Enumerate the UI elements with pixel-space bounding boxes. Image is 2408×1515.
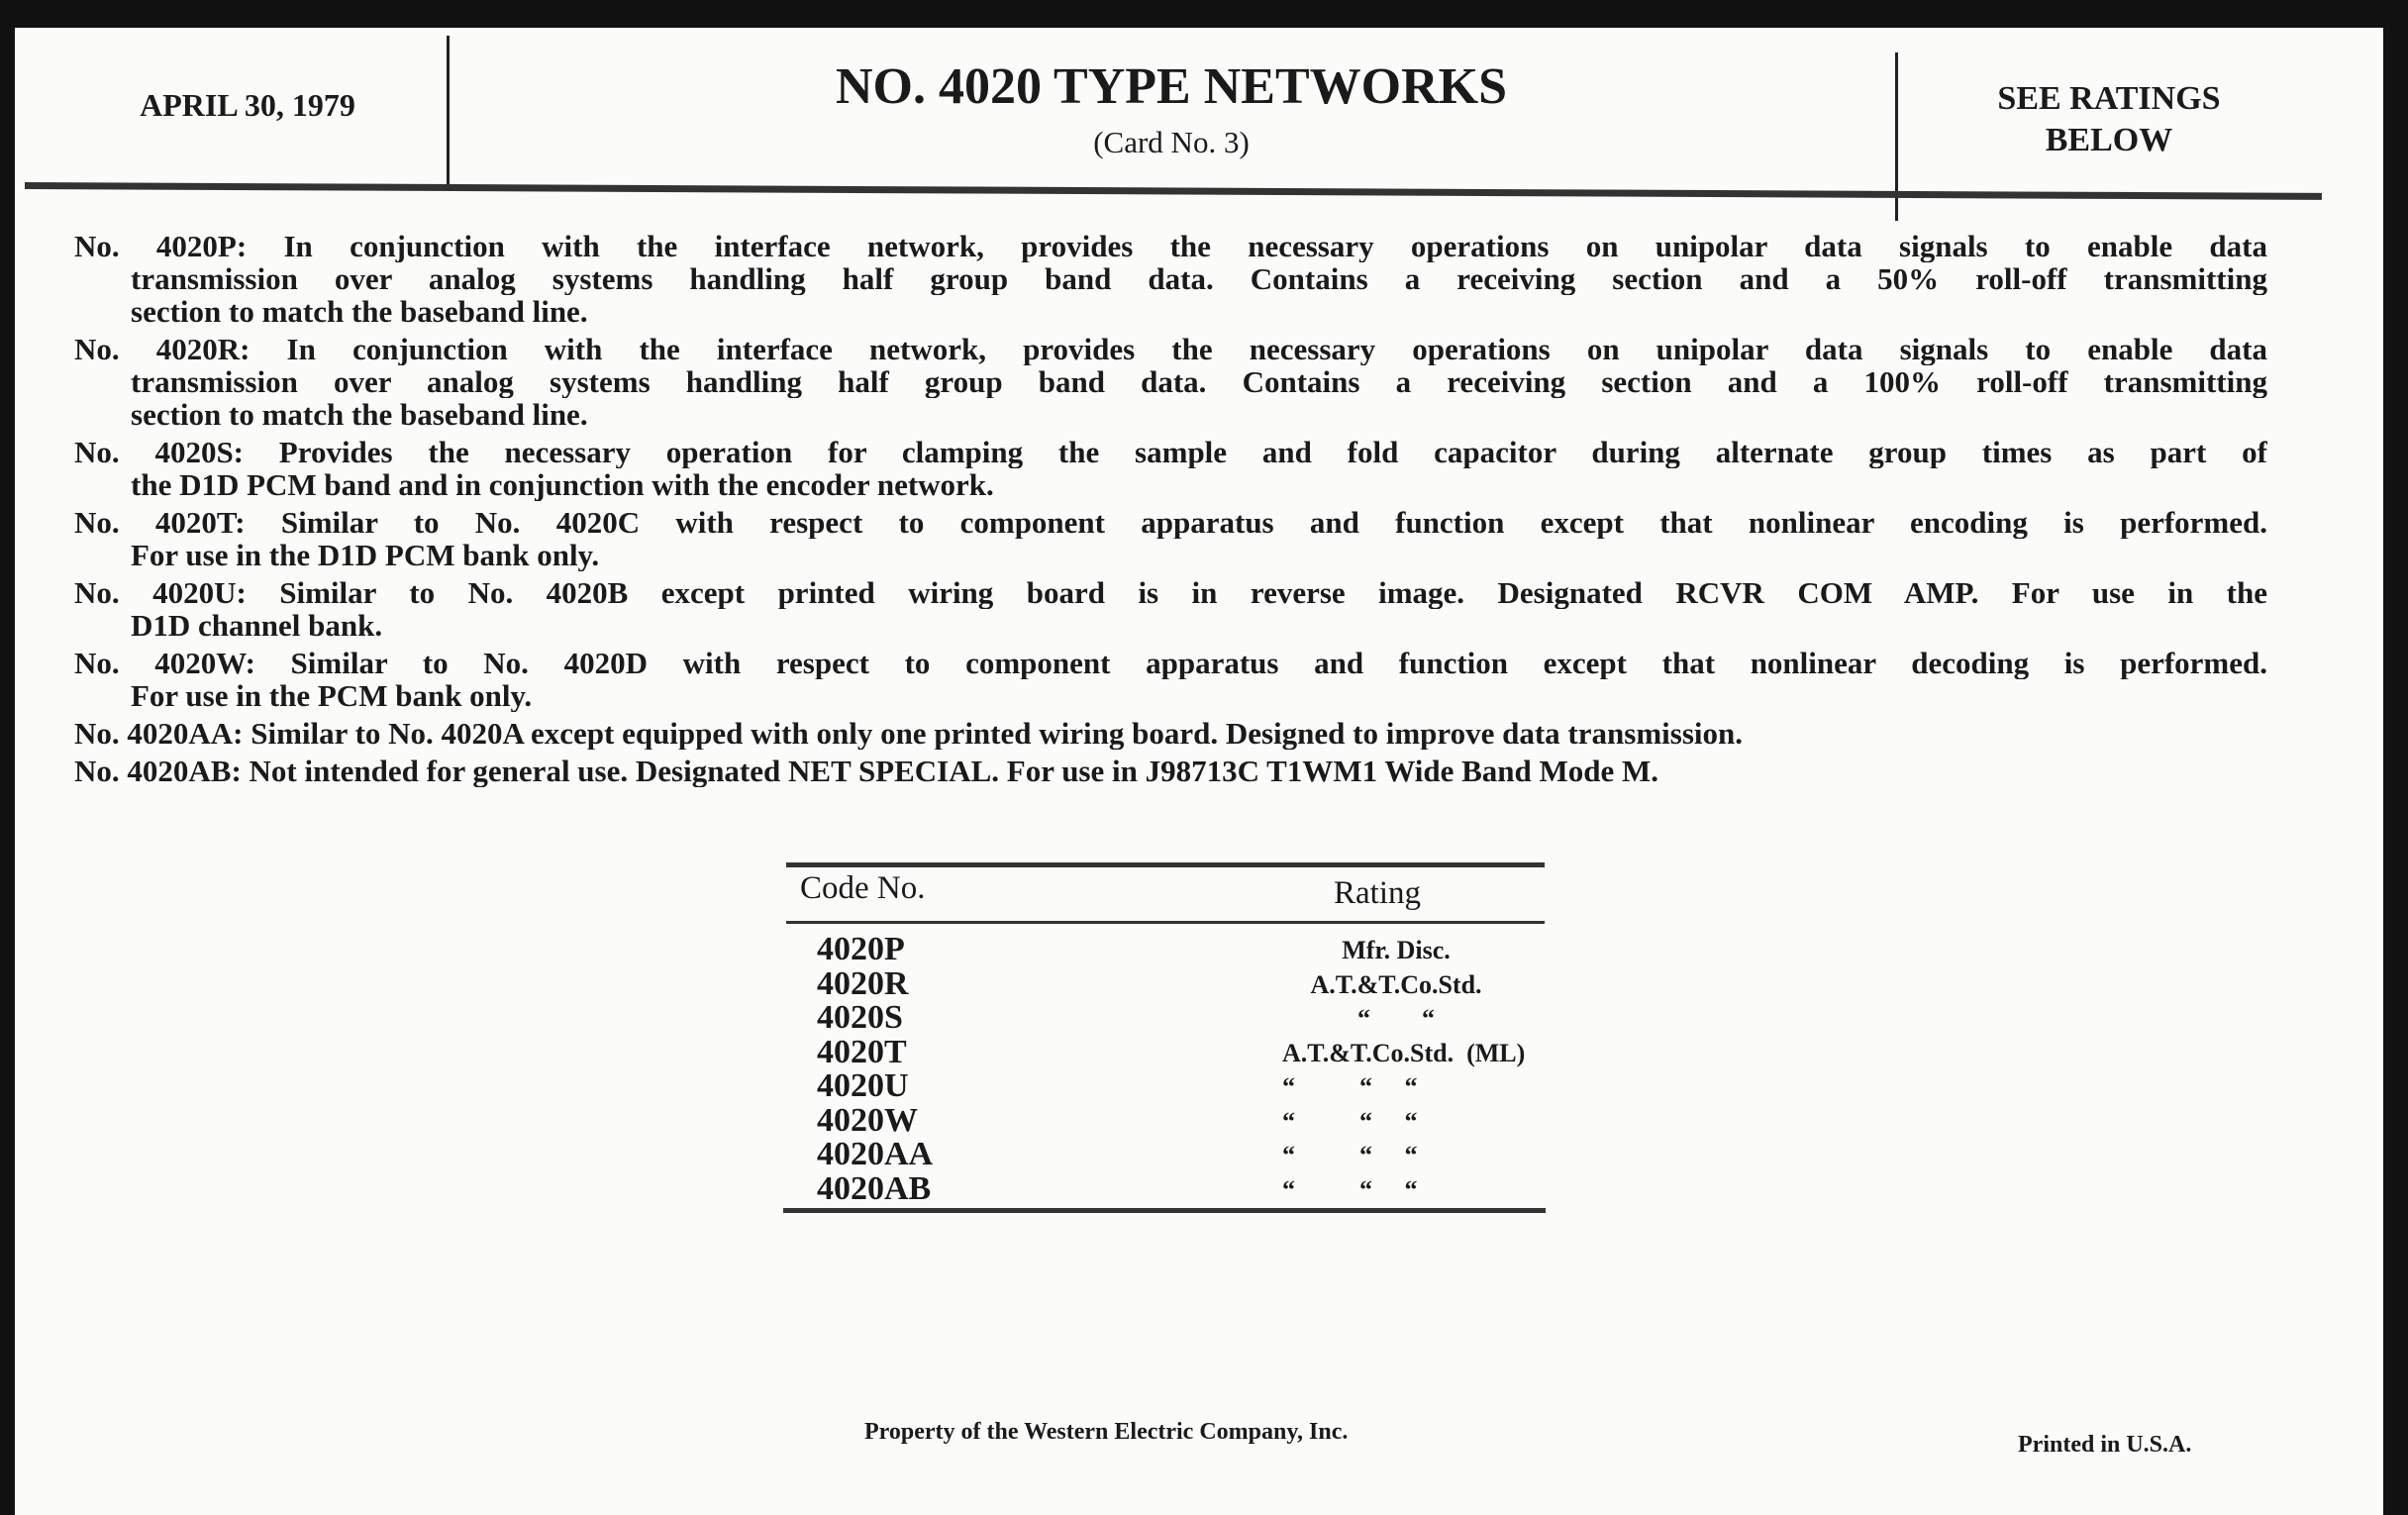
entry-line: section to match the baseband line. bbox=[131, 295, 588, 328]
entry-line: No. 4020AA: Similar to No. 4020A except equipped with only one printed wiring board. Designed to improve data transmission. bbox=[74, 717, 1743, 750]
network-entry bbox=[74, 576, 2267, 642]
network-entry bbox=[74, 755, 2267, 787]
row-code: 4020U bbox=[817, 1067, 909, 1104]
entry-line: For use in the D1D PCM bank only. bbox=[131, 539, 600, 571]
entry-line: No. 4020P: In conjunction with the interface network, provides the necessary operations on unipolar data signals to enable data bbox=[74, 230, 2267, 262]
table-header-code: Code No. bbox=[800, 870, 926, 906]
entry-line: the D1D PCM band and in conjunction with the encoder network. bbox=[131, 468, 994, 501]
row-rating: “ “ “ bbox=[1282, 1106, 1418, 1136]
see-ratings-line2: BELOW bbox=[2045, 122, 2173, 158]
table-header-rating: Rating bbox=[1334, 875, 1421, 911]
table-bottom-rule bbox=[783, 1208, 1546, 1213]
reference-card bbox=[15, 28, 2383, 1515]
row-rating: A.T.&T.Co.Std. (ML) bbox=[1282, 1038, 1526, 1067]
entry-line: No. 4020S: Provides the necessary operation for clamping the sample and fold capacitor during alternate group times as part of bbox=[74, 436, 2267, 468]
network-entry bbox=[74, 506, 2267, 571]
entry-line: No. 4020W: Similar to No. 4020D with respect to component apparatus and function except that nonlinear decoding is performed. bbox=[74, 647, 2267, 679]
network-entry bbox=[74, 717, 2267, 750]
see-ratings-line1: SEE RATINGS bbox=[1997, 80, 2221, 117]
row-code: 4020AB bbox=[817, 1169, 932, 1207]
table-header-rule bbox=[786, 921, 1545, 924]
table-top-rule bbox=[786, 862, 1545, 867]
row-rating: “ “ “ bbox=[1282, 1072, 1418, 1101]
entry-line: No. 4020R: In conjunction with the interface network, provides the necessary operations on unipolar data signals to enable data bbox=[74, 333, 2267, 365]
row-code: 4020R bbox=[817, 964, 909, 1002]
row-code: 4020W bbox=[817, 1101, 918, 1139]
network-entry bbox=[74, 230, 2267, 328]
entry-line: transmission over analog systems handling half group band data. Contains a receiving section and a 100% roll-off transmitting bbox=[131, 365, 2267, 398]
header-divider-left bbox=[447, 36, 450, 184]
row-code: 4020T bbox=[817, 1033, 907, 1070]
entry-line: No. 4020U: Similar to No. 4020B except printed wiring board is in reverse image. Designated RCVR COM AMP. For use in the bbox=[74, 576, 2267, 609]
footer-property: Property of the Western Electric Company, Inc. bbox=[864, 1419, 1349, 1445]
row-rating: Mfr. Disc. bbox=[1342, 936, 1451, 964]
card-subtitle: (Card No. 3) bbox=[1093, 125, 1250, 159]
network-entry bbox=[74, 647, 2267, 712]
entry-line: For use in the PCM bank only. bbox=[131, 679, 533, 712]
footer-printed: Printed in U.S.A. bbox=[2018, 1432, 2192, 1458]
network-entry bbox=[74, 333, 2267, 431]
network-descriptions bbox=[74, 230, 2267, 792]
card-date: APRIL 30, 1979 bbox=[140, 87, 355, 123]
card-title: NO. 4020 TYPE NETWORKS bbox=[835, 58, 1508, 115]
row-code: 4020P bbox=[817, 931, 905, 967]
network-entry bbox=[74, 436, 2267, 501]
row-rating: “ “ “ bbox=[1282, 1141, 1418, 1169]
row-code: 4020AA bbox=[817, 1136, 934, 1172]
entry-line: D1D channel bank. bbox=[131, 609, 383, 642]
entry-line: No. 4020T: Similar to No. 4020C with respect to component apparatus and function except that nonlinear encoding is performed. bbox=[74, 506, 2267, 539]
row-rating: A.T.&T.Co.Std. bbox=[1310, 969, 1482, 999]
row-rating: “ “ bbox=[1357, 1004, 1435, 1033]
entry-line: transmission over analog systems handling half group band data. Contains a receiving section and a 50% roll-off transmitting bbox=[131, 262, 2267, 295]
header-rule bbox=[25, 182, 2322, 200]
row-rating: “ “ “ bbox=[1282, 1174, 1418, 1204]
entry-line: No. 4020AB: Not intended for general use. Designated NET SPECIAL. For use in J98713C T1WM1 Wide Band Mode M. bbox=[74, 755, 1659, 787]
entry-line: section to match the baseband line. bbox=[131, 398, 588, 431]
row-code: 4020S bbox=[817, 999, 903, 1036]
